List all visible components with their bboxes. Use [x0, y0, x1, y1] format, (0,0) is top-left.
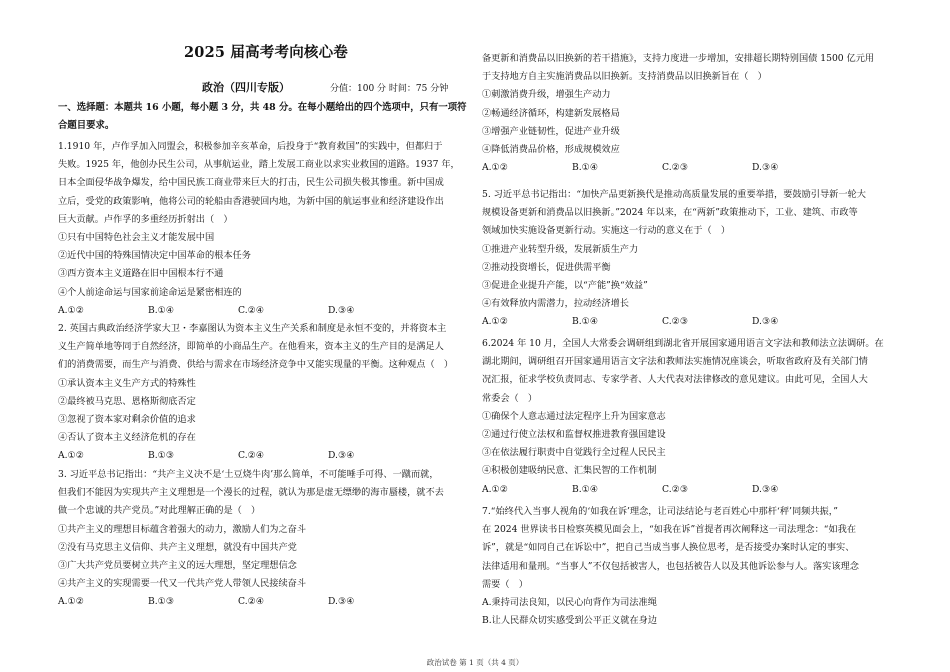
option-b[interactable]: B.①④ [148, 304, 175, 316]
q2-item: ②最终被马克思、恩格斯彻底否定 [58, 395, 196, 407]
q6-item: ①确保个人意志通过法定程序上升为国家意志 [482, 410, 666, 422]
q4-stem: 备更新和消费品以旧换新的若干措施》，支持力度进一步增加，安排超长期特别国债 1500 亿元用 [482, 53, 875, 64]
q3-options [58, 593, 444, 611]
option-a[interactable]: A.①② [482, 162, 509, 174]
option-d[interactable]: D.③④ [752, 162, 779, 174]
q3-item: ②没有马克思主义信仰、共产主义理想，就没有中国共产党 [58, 541, 297, 553]
option-a[interactable]: A.①② [58, 450, 85, 462]
option-c[interactable]: C.②③ [662, 162, 689, 174]
q4-options [482, 159, 874, 177]
q6-item: ④积极创建吸纳民意、汇集民智的工作机制 [482, 465, 657, 477]
option-c[interactable]: C.②④ [238, 596, 265, 608]
q3-stem: 3. 习近平总书记指出：“共产主义决不是‘土豆烧牛肉’那么简单，不可能唾手可得、一蹴而就， [58, 469, 439, 480]
option-c[interactable]: C.②④ [238, 304, 265, 316]
q3-item: ①共产主义的理想目标蕴含着强大的动力，激励人们为之奋斗 [58, 523, 307, 535]
question-1: 1.1910 年，卢作孚加入同盟会，积极参加辛亥革命，后投身于“教育救国”的实践中，但都归于 失败。1925 年，他创办民生公司，从事航运业，踏上发展工商业以求实业救国的道路。1937 年， 日本全面侵华战争爆发，给中国民族工商业带来巨大的打击，民生公司损失极其惨重。新中国成 立后，受党的政策影响，他将公司的轮船由香港驶回内地，为新中国的航运事业和经济建设作出 巨大贡献。卢作孚的多重经历折射出（ ） ①只有中国特色社会主义才能发展中国 ②近代中国的特殊国情决定中国革命的根本任务 ③西方资本主义道路在旧中国根本行不通 ④个人前途命运与国家前途命运是紧密相连的 A.①② B.①④ C.②④ D.③④ [58, 138, 460, 320]
q5-options [482, 313, 866, 331]
q1-item: ①只有中国特色社会主义才能发展中国 [58, 232, 215, 244]
option-c[interactable]: C.②③ [662, 316, 689, 328]
option-b[interactable]: B.①④ [572, 483, 599, 495]
q5-item: ①推进产业转型升级，发展新质生产力 [482, 243, 639, 255]
page-footer: 政治试卷 第 1 页（共 4 页） [426, 658, 524, 667]
question-5: 5. 习近平总书记指出：“加快产品更新换代是推动高质量发展的重要举措，要鼓励引导新一轮大 规模设备更新和消费品以旧换新。”2024 年以来，在“两新”政策推动下，工业、建筑、市政等 领域加快实施设备更新行动。实施这一行动的意义在于（ ） ①推进产业转型升级，发展新质生产力 ②推动投资增长，促进供需平衡 ③促进企业提升产能，以“产能”换“效益” ④有效释放内需潜力，拉动经济增长 A.①② B.①④ C.②③ D.③④ [482, 186, 866, 332]
option-d[interactable]: D.③④ [328, 304, 355, 316]
q2-item: ④否认了资本主义经济危机的存在 [58, 432, 196, 444]
option-c[interactable]: C.②③ [662, 483, 689, 495]
option-b[interactable]: B.①④ [572, 316, 599, 328]
option-d[interactable]: D.③④ [328, 596, 355, 608]
q2-item: ③忽视了资本家对剩余价值的追求 [58, 414, 196, 426]
q7-option[interactable]: A.秉持司法良知，以民心向背作为司法准绳 [482, 597, 657, 609]
q4-item: ③增强产业链韧性，促进产业升级 [482, 125, 620, 137]
q7-option[interactable]: B.让人民群众切实感受到公平正义就在身边 [482, 615, 658, 627]
option-b[interactable]: B.①③ [148, 596, 175, 608]
option-a[interactable]: A.①② [58, 304, 85, 316]
q5-item: ④有效释放内需潜力，拉动经济增长 [482, 298, 629, 310]
option-b[interactable]: B.①③ [148, 450, 175, 462]
question-7: 7.“始终代入当事人视角的‘如我在诉’理念，让司法结论与老百姓心中那杆‘秤’同频共振，” 在 2024 世界读书日检察英模见面会上，“如我在诉”首提者再次阐释这一司法理念：“如我在 诉”，就是“如同自己在诉讼中”，把自己当成当事人换位思考，是否接受办案时认定的事实、 法律适用和量刑。“当事人”不仅包括被害人，也包括被告人以及其他诉讼参与人。落实该理念 需要（ ） A.秉持司法良知，以民心向背作为司法准绳 B.让人民群众切实感受到公平正义就在身边 [482, 503, 859, 630]
q4-item: ①刺激消费升级，增强生产动力 [482, 89, 611, 101]
q1-options [58, 302, 460, 320]
exam-subject: 政治（四川专版） [202, 81, 290, 94]
q1-item: ④个人前途命运与国家前途命运是紧密相连的 [58, 286, 242, 298]
q7-stem: 7.“始终代入当事人视角的‘如我在诉’理念，让司法结论与老百姓心中那杆‘秤’同频共振，” [482, 506, 838, 517]
option-b[interactable]: B.①④ [572, 162, 599, 174]
option-a[interactable]: A.①② [482, 483, 509, 495]
q3-item: ③广大共产党员要树立共产主义的远大理想，坚定理想信念 [58, 560, 297, 572]
question-3: 3. 习近平总书记指出：“共产主义决不是‘土豆烧牛肉’那么简单，不可能唾手可得、一蹴而就， 但我们不能因为实现共产主义理想是一个漫长的过程，就认为那是虚无缥缈的海市蜃楼，就不去 做一个忠诚的共产党员。”对此理解正确的是（ ） ①共产主义的理想目标蕴含着强大的动力，激励人们为之奋斗 ②没有马克思主义信仰、共产主义理想，就没有中国共产党 ③广大共产党员要树立共产主义的远大理想，坚定理想信念 ④共产主义的实现需要一代又一代共产党人带领人民接续奋斗 A.①② B.①③ C.②④ D.③④ [58, 466, 444, 612]
q1-item: ③西方资本主义道路在旧中国根本行不通 [58, 268, 224, 280]
q6-item: ②通过行使立法权和监督权推进教育强国建设 [482, 429, 666, 441]
q6-item: ③在依法履行职责中自觉践行全过程人民民主 [482, 447, 666, 459]
q4-item: ②畅通经济循环，构建新发展格局 [482, 107, 620, 119]
option-d[interactable]: D.③④ [752, 316, 779, 328]
exam-title: 2025 届高考考向核心卷 [184, 44, 349, 61]
question-6: 6.2024 年 10 月，全国人大常委会调研组到湖北省开展国家通用语言文字法和教师法立法调研。在 湖北期间，调研组召开国家通用语言文字法和教师法实施情况座谈会，听取省政府及有关部门情 况汇报，征求学校负责同志、专家学者、人大代表对法律修改的意见建议。由此可见，全国人大 常委会（ ） ①确保个人意志通过法定程序上升为国家意志 ②通过行使立法权和监督权推进教育强国建设 ③在依法履行职责中自觉践行全过程人民民主 ④积极创建吸纳民意、汇集民智的工作机制 A.①② B.①④ C.②③ D.③④ [482, 335, 884, 499]
q4-item: ④降低消费品价格，形成规模效应 [482, 144, 620, 156]
option-a[interactable]: A.①② [482, 316, 509, 328]
question-2: 2. 英国古典政治经济学家大卫・李嘉图认为资本主义生产关系和制度是永恒不变的，并将资本主 义生产简单地等同于自然经济，即简单的小商品生产。在他看来，资本主义的生产目的是满足人 们的消费需要，而生产与消费、供给与需求在市场经济竞争中又能实现量的平衡。这种观点（ ） ①承认资本主义生产方式的特殊性 ②最终被马克思、恩格斯彻底否定 ③忽视了资本家对剩余价值的追求 ④否认了资本主义经济危机的存在 A.①② B.①③ C.②④ D.③④ [58, 320, 453, 466]
q5-item: ③促进企业提升产能，以“产能”换“效益” [482, 280, 648, 292]
option-d[interactable]: D.③④ [328, 450, 355, 462]
question-4: 备更新和消费品以旧换新的若干措施》，支持力度进一步增加，安排超长期特别国债 1500 亿元用 于支持地方自主实施消费品以旧换新。支持消费品以旧换新旨在（ ） ①刺激消费升级，增强生产动力 ②畅通经济循环，构建新发展格局 ③增强产业链韧性，促进产业升级 ④降低消费品价格，形成规模效应 A.①② B.①④ C.②③ D.③④ [482, 50, 874, 177]
option-c[interactable]: C.②④ [238, 450, 265, 462]
q6-stem: 6.2024 年 10 月，全国人大常委会调研组到湖北省开展国家通用语言文字法和教师法立法调研。在 [482, 338, 884, 349]
exam-meta: 分值：100 分 时间：75 分钟 [330, 84, 449, 94]
section-heading: 一、选择题：本题共 16 小题，每小题 3 分，共 48 分。在每小题给出的四个选项中，只有一项符 合题目要求。 [58, 102, 467, 132]
q3-item: ④共产主义的实现需要一代又一代共产党人带领人民接续奋斗 [58, 578, 307, 590]
q5-stem: 5. 习近平总书记指出：“加快产品更新换代是推动高质量发展的重要举措，要鼓励引导新一轮大 [482, 189, 866, 200]
q5-item: ②推动投资增长，促进供需平衡 [482, 261, 611, 273]
option-d[interactable]: D.③④ [752, 483, 779, 495]
q1-item: ②近代中国的特殊国情决定中国革命的根本任务 [58, 250, 251, 262]
q2-item: ①承认资本主义生产方式的特殊性 [58, 377, 196, 389]
q2-stem: 2. 英国古典政治经济学家大卫・李嘉图认为资本主义生产关系和制度是永恒不变的，并将资本主 [58, 323, 447, 334]
q1-stem: 1.1910 年，卢作孚加入同盟会，积极参加辛亥革命，后投身于“教育救国”的实践中，但都归于 [58, 141, 443, 152]
q6-options [482, 481, 884, 499]
q2-options [58, 447, 453, 465]
option-a[interactable]: A.①② [58, 596, 85, 608]
